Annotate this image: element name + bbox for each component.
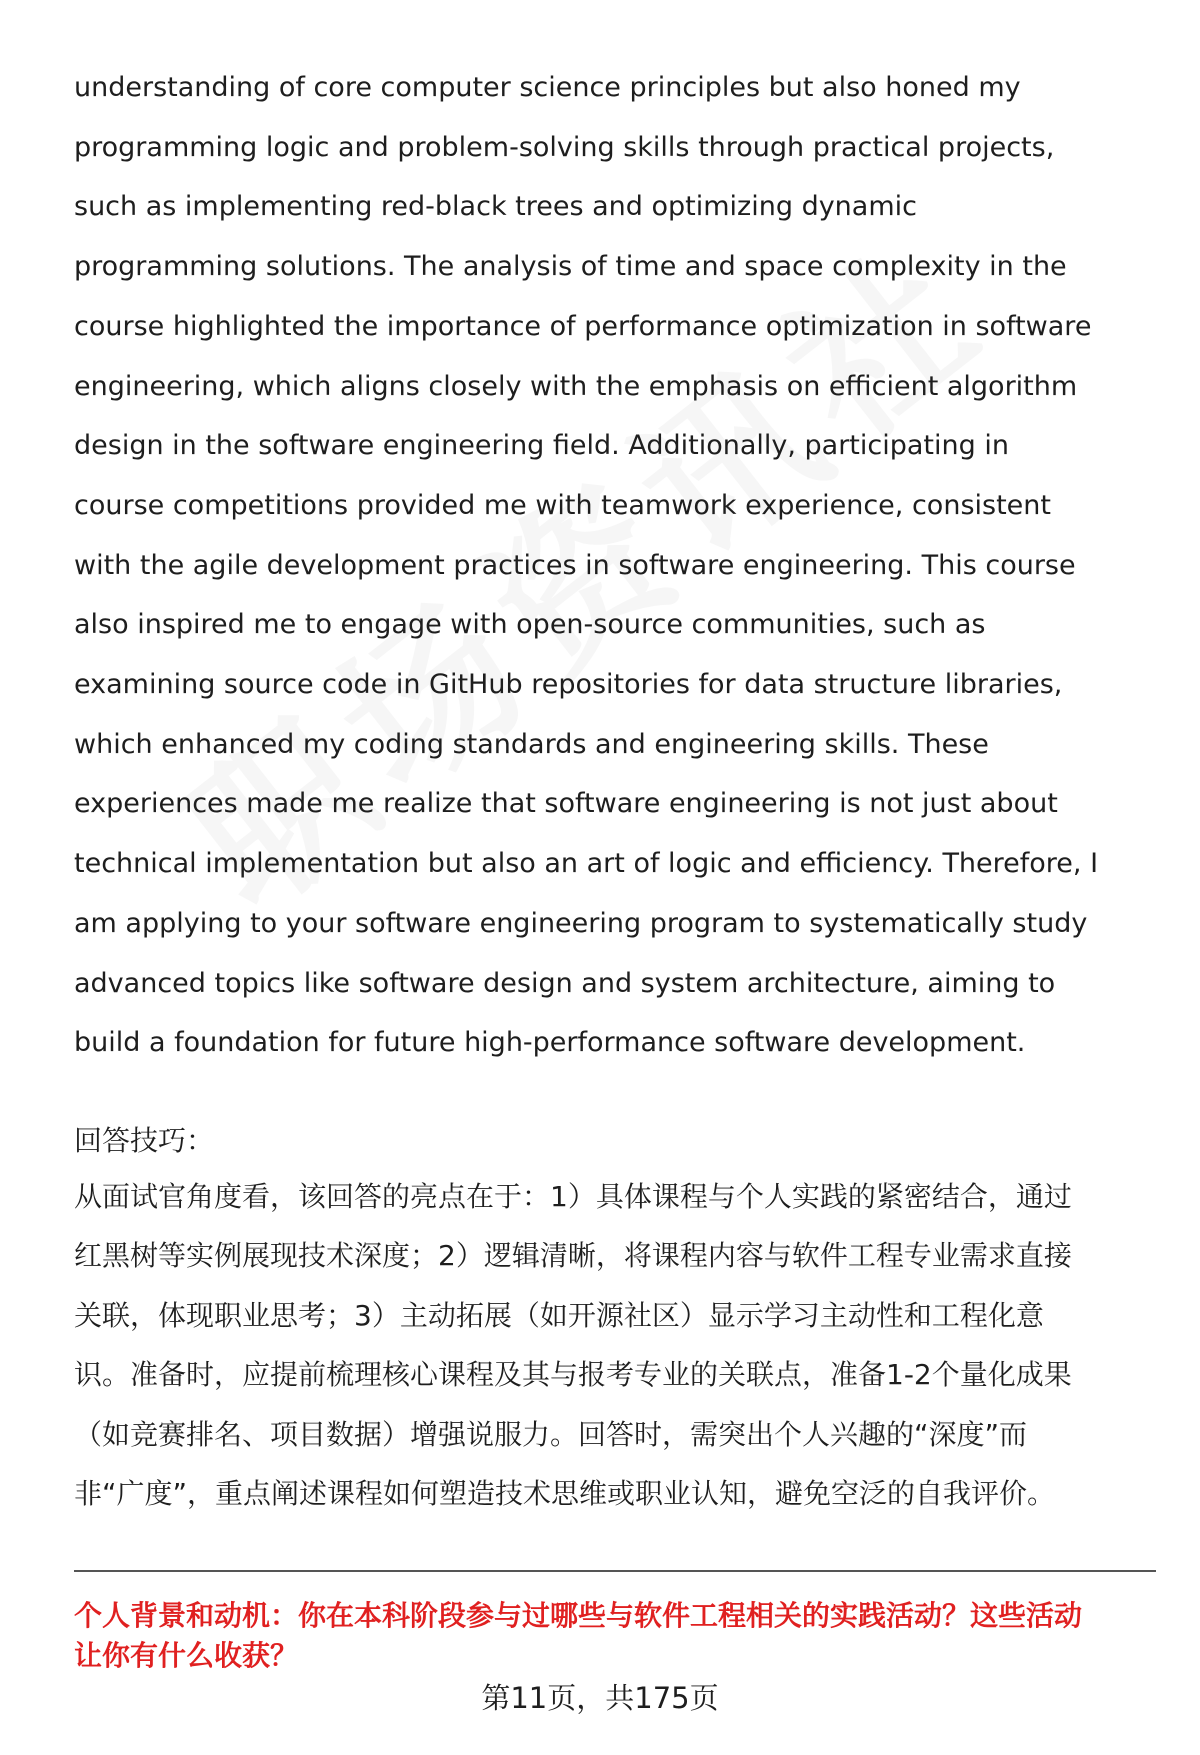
essay-line: course competitions provided me with teamwork experience, consistent [74,489,1051,521]
essay-line: programming logic and problem-solving skills through practical projects, [74,131,1055,163]
essay-line: design in the software engineering field. Additionally, participating in [74,430,1009,462]
essay-line: engineering, which aligns closely with the emphasis on efficient algorithm [74,370,1078,402]
tips-line: 红黑树等实例展现技术深度；2）逻辑清晰，将课程内容与软件工程专业需求直接 [74,1239,1072,1273]
essay-line: technical implementation but also an art of logic and efficiency. Therefore, I [74,848,1099,880]
tips-line: 关联，体现职业思考；3）主动拓展（如开源社区）显示学习主动性和工程化意 [74,1298,1044,1332]
essay-line: with the agile development practices in software engineering. This course [74,549,1076,581]
essay-line: which enhanced my coding standards and engineering skills. These [74,728,989,760]
tips-line: 非“广度”，重点阐述课程如何塑造技术思维或职业认知，避免空泛的自我评价。 [74,1477,1056,1511]
question-line: 让你有什么收获？ [74,1639,299,1672]
essay-line: course highlighted the importance of performance optimization in software [74,310,1092,342]
essay-paragraph [74,58,1160,1073]
essay-line: also inspired me to engage with open-source communities, such as [74,609,986,641]
essay-line: advanced topics like software design and system architecture, aiming to [74,967,1056,999]
section-divider [74,1570,1156,1572]
essay-line: programming solutions. The analysis of time and space complexity in the [74,251,1067,283]
essay-line: am applying to your software engineering program to systematically study [74,907,1088,939]
essay-line: build a foundation for future high-performance software development. [74,1027,1026,1059]
tips-heading: 回答技巧： [74,1123,215,1157]
tips-paragraph [74,1167,1160,1524]
document-page [74,58,1160,1524]
tips-line: （如竞赛排名、项目数据）增强说服力。回答时，需突出个人兴趣的“深度”而 [74,1417,1028,1451]
essay-line: understanding of core computer science principles but also honed my [74,72,1021,103]
tips-line: 识。准备时，应提前梳理核心课程及其与报考专业的关联点，准备1-2个量化成果 [74,1358,1072,1392]
page-number: 第11页，共175页 [481,1681,719,1715]
essay-line: examining source code in GitHub repositories for data structure libraries, [74,669,1063,701]
question-heading [74,1596,1164,1676]
question-line: 个人背景和动机：你在本科阶段参与过哪些与软件工程相关的实践活动？这些活动 [74,1599,1083,1632]
essay-line: such as implementing red-black trees and optimizing dynamic [74,191,917,223]
tips-line: 从面试官角度看，该回答的亮点在于：1）具体课程与个人实践的紧密结合，通过 [74,1179,1072,1213]
essay-line: experiences made me realize that software engineering is not just about [74,788,1058,820]
